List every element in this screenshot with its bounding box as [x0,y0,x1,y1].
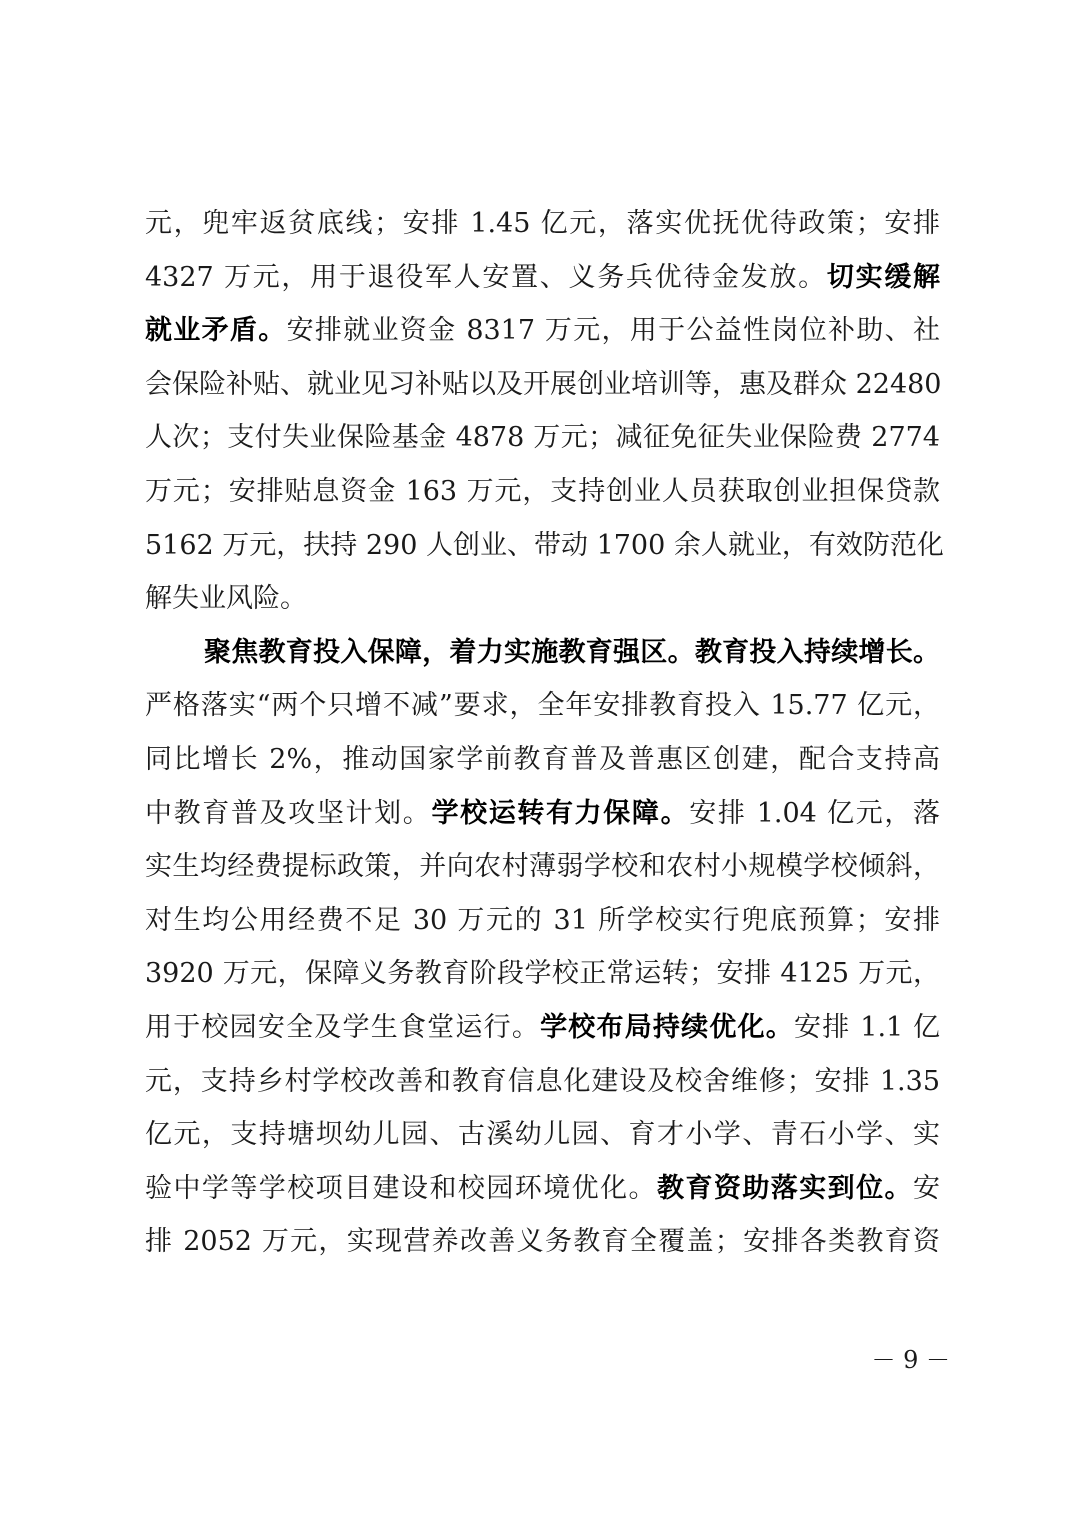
text-segment: 安排 1.04 亿元，落 [689,798,941,829]
text-segment: 5162 万元，扶持 290 人创业、带动 1700 余人就业，有效防范化 [145,530,944,561]
bold-heading-text: 学校布局持续优化。 [540,1012,795,1043]
text-segment: 用于校园安全及学生食堂运行。 [145,1012,541,1043]
text-line [145,365,940,405]
text-line [145,311,940,351]
text-line [145,579,940,619]
text-line [145,901,940,941]
bold-heading-text: 教育资助落实到位。 [657,1173,913,1204]
text-line [145,472,940,512]
text-line [145,526,944,566]
text-segment: 实生均经费提标政策，并向农村薄弱学校和农村小规模学校倾斜， [145,851,940,882]
text-line [145,418,940,458]
text-segment: 亿元，支持塘坝幼儿园、古溪幼儿园、育才小学、青石小学、实 [145,1119,940,1150]
text-line [145,1115,940,1155]
bold-heading-text: 就业矛盾。 [145,315,287,346]
text-line [145,1062,940,1102]
text-segment: 同比增长 2%，推动国家学前教育普及普惠区创建，配合支持高 [145,744,940,775]
text-segment: 验中学等学校项目建设和校园环境优化。 [145,1173,657,1204]
page-number: － 9 － [871,1346,950,1374]
text-line [145,954,940,994]
text-segment: 元，兜牢返贫底线；安排 1.45 亿元，落实优抚优待政策；安排 [145,208,940,239]
text-segment: 对生均公用经费不足 30 万元的 31 所学校实行兜底预算；安排 [145,905,940,936]
text-segment: 排 2052 万元，实现营养改善义务教育全覆盖；安排各类教育资 [145,1226,940,1257]
text-segment: 人次；支付失业保险基金 4878 万元；减征免征失业保险费 2774 [145,422,940,453]
text-line [145,686,940,726]
text-segment: 安 [913,1173,940,1204]
bold-heading-text: 切实缓解 [826,262,940,293]
text-segment: 安排就业资金 8317 万元，用于公益性岗位补助、社 [286,315,940,346]
text-line [145,1222,940,1262]
bold-heading-text: 学校运转有力保障。 [431,798,690,829]
text-segment: 中教育普及攻坚计划。 [145,798,432,829]
bold-heading-text: 聚焦教育投入保障，着力实施教育强区。 [204,637,695,668]
text-segment: 万元；安排贴息资金 163 万元，支持创业人员获取创业担保贷款 [145,476,940,507]
text-line [145,204,940,244]
text-segment: 4327 万元，用于退役军人安置、义务兵优待金发放。 [145,262,827,293]
text-line [204,633,940,673]
text-line [145,258,940,298]
text-segment: 元，支持乡村学校改善和教育信息化建设及校舍维修；安排 1.35 [145,1066,940,1097]
bold-heading-text: 教育投入持续增长。 [694,637,941,668]
text-line [145,740,940,780]
text-line [145,847,940,887]
text-line [145,1008,940,1048]
text-segment: 会保险补贴、就业见习补贴以及开展创业培训等，惠及群众 22480 [145,369,942,400]
text-segment: 安排 1.1 亿 [794,1012,941,1043]
text-line [145,1169,940,1209]
text-segment: 3920 万元，保障义务教育阶段学校正常运转；安排 4125 万元， [145,958,940,989]
text-segment: 解失业风险。 [145,583,307,614]
text-line [145,794,940,834]
text-segment: 严格落实“两个只增不减”要求，全年安排教育投入 15.77 亿元， [145,690,940,721]
